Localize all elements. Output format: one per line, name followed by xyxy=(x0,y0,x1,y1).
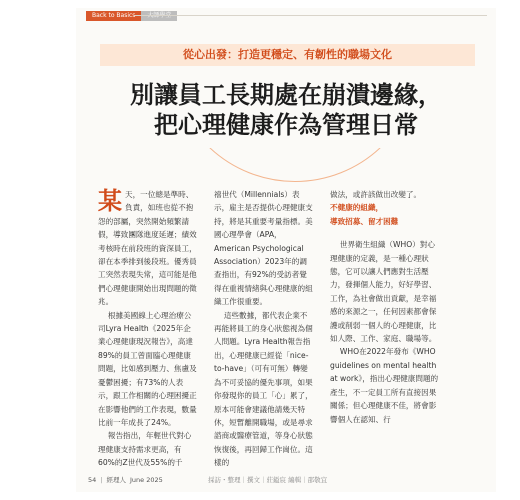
section-tag xyxy=(86,11,177,21)
article-credits: 採訪・整理｜撰文｜莊鎰宸 編輯｜邵敬宜 xyxy=(208,476,328,484)
paragraph: WHO在2022年發布《WHO guidelines on mental health at work》，指出心理健康問題的產生，不一定員工所有直接因果關係；但心理健康不佳，將會影響個人在認知、行 xyxy=(330,347,439,424)
issue-date: June 2025 xyxy=(129,475,163,484)
article-title-line1: 別讓員工長期處在崩潰邊緣， xyxy=(130,80,442,109)
article-column-2 xyxy=(214,188,314,470)
paragraph: 這些數據，都代表企業不再能將員工的身心狀態視為個人問題。Lyra Health報告指出，心理健康已經從「nice-to-have」（可有可無）轉變為不可妥協的優先事項，如果你發現你的員工「心」累了，原本可能會建議他請幾天特休，短暫離開職場，或是尋求諮商或醫療管道，等身心狀態恢復後，再回歸工作崗位。這樣的 xyxy=(214,310,313,468)
page-footer: 54 | 經理人 June 2025 xyxy=(88,475,163,484)
paragraph: 世界衛生組織（WHO）對心理健康的定義，是一種心理狀態，它可以讓人們應對生活壓力，發揮個人能力，好好學習、工作，為社會做出貢獻，是幸福感的來源之一，任何因素都會保護或削弱一個人的心理健康，比如人際、工作、家庭、職場等。 xyxy=(330,240,437,344)
section-heading-line2: 導致招募、留才困難 xyxy=(330,216,399,226)
article-column-1 xyxy=(98,188,198,470)
paragraph: 根據美國線上心理治療公司Lyra Health《2025年企業心理健康現況報告》，高達89%的員工曾面臨心理健康問題，比如感到壓力、焦慮及憂鬱困擾；有73%的人表示，跟工作相關的心理困擾正在影響他們的工作表現，數量比前一年成長了24%。 xyxy=(98,310,197,427)
section-tag-primary: Back to Basics xyxy=(86,11,141,21)
article-subtitle: 從心出發：打造更穩定、有韌性的職場文化 xyxy=(100,44,475,66)
magazine-name: 經理人 xyxy=(106,476,126,484)
article-title-line2: 把心理健康作為管理日常 xyxy=(154,110,418,139)
paragraph: 做法，或許該做出改變了。 xyxy=(330,190,422,199)
section-tag-secondary: 大師學堂 xyxy=(141,11,177,21)
article-column-3 xyxy=(330,188,440,426)
intro-text: 天，一位總是準時、負責，如班也從不抱怨的部屬，突然開始頻繁請假，導致團隊進度延遲；績效考核時在前段班的資深員工，卻在本季排到後段班。優秀員工突然表現失常，這可能是他們心理健康開始出現問題的徵兆。 xyxy=(98,190,197,307)
drop-cap: 某 xyxy=(98,186,122,215)
paragraph: 禧世代（Millennials）表示，雇主是否提供心理健康支持，將是其重要考量指標。美國心理學會（APA，American Psychological Association）2023年的調查指出，有92%的受訪者覺得在重視情緒與心理健康的組織工作很重要。 xyxy=(214,190,313,307)
page-number: 54 xyxy=(88,475,97,484)
section-heading xyxy=(330,201,440,228)
paragraph: 報告指出，年輕世代對心理健康支持需求更高，有60%的Z世代及55%的千 xyxy=(98,431,192,468)
intro-paragraph xyxy=(98,188,198,309)
top-divider xyxy=(135,15,487,16)
decorative-arc xyxy=(170,148,420,182)
section-heading-line1: 不健康的組織， xyxy=(330,203,384,213)
